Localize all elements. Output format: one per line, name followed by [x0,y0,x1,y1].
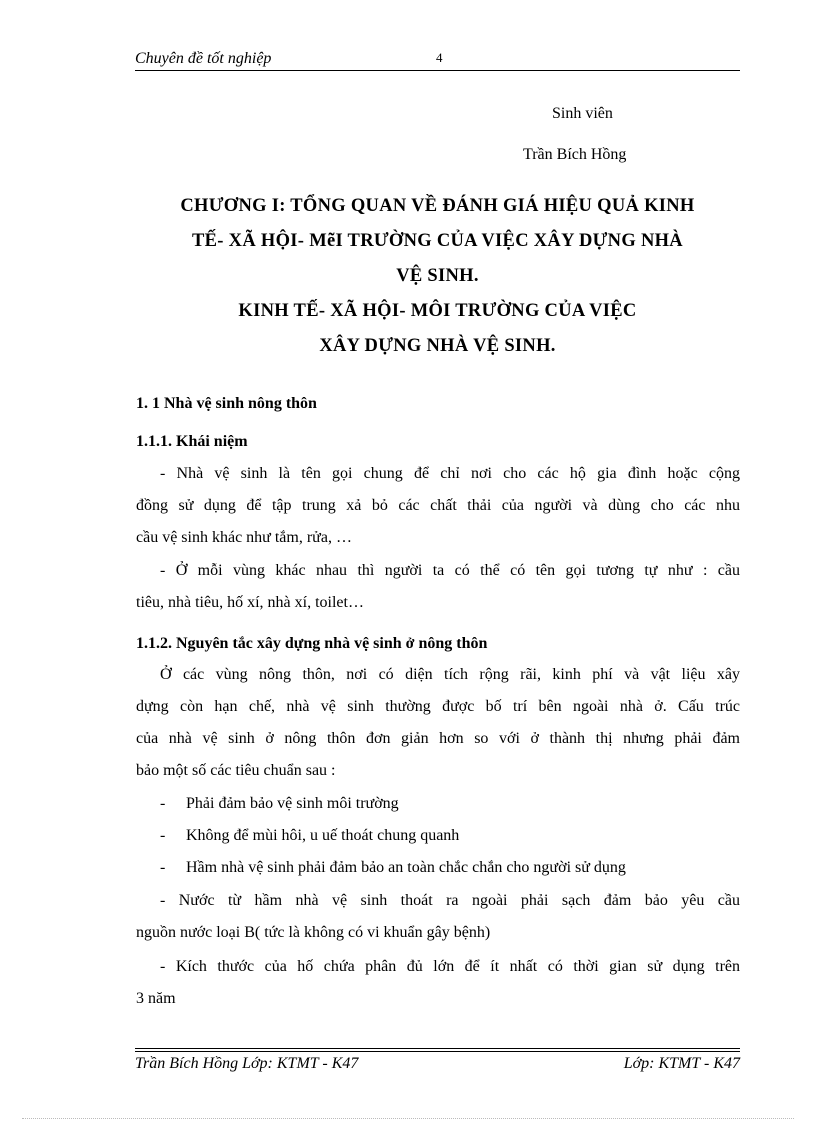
text-line: - Ở mỗi vùng khác nhau thì người ta có thể có tên gọi tương tự như : cầu [160,562,740,579]
page-number: 4 [436,50,443,65]
bullet-text: Không để mùi hôi, u uế thoát chung quanh [186,827,460,844]
text-line: - Nhà vệ sinh là tên gọi chung để chỉ nơi cho các hộ gia đình hoặc cộng [160,465,740,482]
paragraph-bullet-size [136,951,740,1015]
footer-rule [135,1051,740,1052]
paragraph-definition [136,458,740,554]
footer-rule [135,1048,740,1049]
chapter-line: XÂY DỰNG NHÀ VỆ SINH. [319,336,556,356]
bullet-dash: - [160,795,166,812]
text-line: - Nước từ hầm nhà vệ sinh thoát ra ngoài phải sạch đảm bảo yêu cầu [160,892,740,909]
paragraph-intro [136,659,740,787]
text-line: 3 năm [136,990,176,1007]
paragraph-bullet-water [136,885,740,949]
text-line: của nhà vệ sinh ở nông thôn đơn giản hơn so với ở thành thị nhưng phải đảm [136,730,740,747]
text-line: cầu vệ sinh khác như tắm, rửa, … [136,529,352,546]
bullet-text: Phải đảm bảo vệ sinh môi trường [186,795,399,812]
bullet-dash: - [160,859,166,876]
paragraph-names [136,555,740,619]
signature-name: Trần Bích Hồng [523,146,627,163]
section-heading: 1. 1 Nhà vệ sinh nông thôn [136,395,317,412]
chapter-line: TẾ- XÃ HỘI- MẽI TRƯỜNG CỦA VIỆC XÂY DỰNG NHÀ [192,231,683,251]
text-line: tiêu, nhà tiêu, hố xí, nhà xí, toilet… [136,594,364,611]
footer-class: Lớp: KTMT - K47 [623,1055,740,1072]
bullet-text: Hầm nhà vệ sinh phải đảm bảo an toàn chắc chắn cho người sử dụng [186,859,626,876]
text-line: bảo một số các tiêu chuẩn sau : [136,762,336,779]
text-line: nguồn nước loại B( tức là không có vi khuẩn gây bệnh) [136,924,491,941]
signature-role: Sinh viên [552,105,613,122]
chapter-line: CHƯƠNG I: TỔNG QUAN VỀ ĐÁNH GIÁ HIỆU QUẢ KINH [180,196,695,216]
header-title: Chuyên đề tốt nghiệp [135,50,272,67]
text-line: - Kích thước của hố chứa phân đủ lớn để ít nhất có thời gian sử dụng trên [160,958,740,975]
bullet-dash: - [160,827,166,844]
subsection-heading-principles: 1.1.2. Nguyên tắc xây dựng nhà vệ sinh ở nông thôn [136,635,488,652]
chapter-line: VỆ SINH. [396,266,479,286]
text-line: dựng còn hạn chế, nhà vệ sinh thường được bố trí bên ngoài nhà ở. Cấu trúc [136,698,740,715]
header-rule [135,70,740,71]
page-edge-dotted [22,1118,794,1119]
chapter-title [135,189,740,364]
chapter-line: KINH TẾ- XÃ HỘI- MÔI TRƯỜNG CỦA VIỆC [238,301,637,321]
text-line: đồng sử dụng để tập trung xả bỏ các chất thải của người và dùng cho các nhu [136,497,740,514]
subsection-heading-concept: 1.1.1. Khái niệm [136,433,248,450]
text-line: Ở các vùng nông thôn, nơi có diện tích rộng rãi, kinh phí và vật liệu xây [160,666,740,683]
footer-author: Trần Bích Hồng Lớp: KTMT - K47 [135,1055,359,1072]
